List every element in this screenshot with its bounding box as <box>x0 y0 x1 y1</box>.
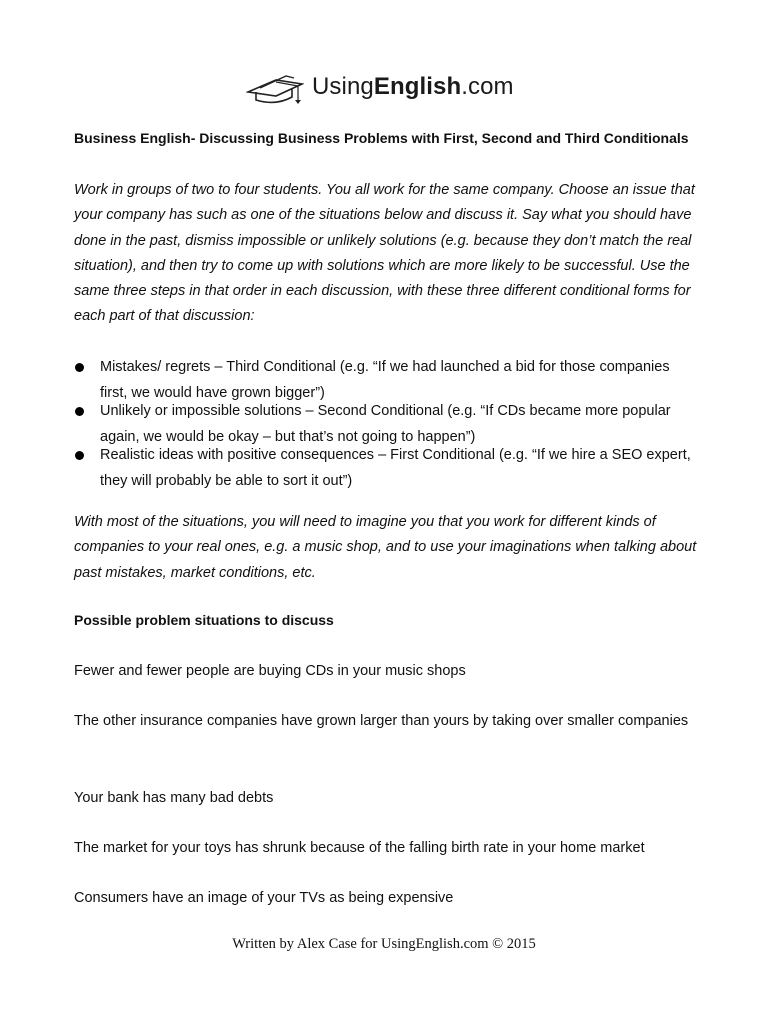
worksheet-title: Business English- Discussing Business Problems with First, Second and Third Conditionals <box>74 130 689 146</box>
situation-item: The other insurance companies have grown larger than yours by taking over smaller companies <box>74 713 689 729</box>
conditional-steps-list <box>74 355 694 487</box>
instructions-paragraph: Work in groups of two to four students. You all work for the same company. Choose an issue that your company has such as one of the situations below and discuss it. Say what you should have done in the past, dismiss impossible or unlikely solutions (e.g. because they don’t match the real situation), and then try to come up with solutions which are more likely to be successful. Use the same three steps in that order in each discussion, with these three different conditional forms for each part of that discussion: <box>74 182 695 325</box>
situation-item: The market for your toys has shrunk because of the falling birth rate in your home market <box>74 840 645 856</box>
section-heading: Possible problem situations to discuss <box>74 612 334 628</box>
bullet-icon <box>75 451 84 460</box>
graduation-cap-icon <box>246 70 304 104</box>
list-item: Mistakes/ regrets – Third Conditional (e.g. “If we had launched a bid for those companies first, we would have grown bigger”) <box>74 355 694 399</box>
bullet-icon <box>75 363 84 372</box>
list-item: Unlikely or impossible solutions – Second Conditional (e.g. “If CDs became more popular again, we would be okay – but that’s not going to happen”) <box>74 399 694 443</box>
logo-wordmark: UsingEnglish.com <box>312 73 514 100</box>
bullet-icon <box>75 407 84 416</box>
closing-paragraph: With most of the situations, you will need to imagine you that you work for different kinds of companies to your real ones, e.g. a music shop, and to use your imaginations when talking about past mistakes, market conditions, etc. <box>74 514 697 581</box>
list-item: Realistic ideas with positive consequences – First Conditional (e.g. “If we hire a SEO expert, they will probably be able to sort it out”) <box>74 443 694 487</box>
situation-item: Your bank has many bad debts <box>74 790 274 806</box>
footer-credit: Written by Alex Case for UsingEnglish.com © 2015 <box>232 936 536 952</box>
situation-item: Consumers have an image of your TVs as being expensive <box>74 890 454 906</box>
site-logo <box>246 70 514 104</box>
situation-item: Fewer and fewer people are buying CDs in your music shops <box>74 663 466 679</box>
